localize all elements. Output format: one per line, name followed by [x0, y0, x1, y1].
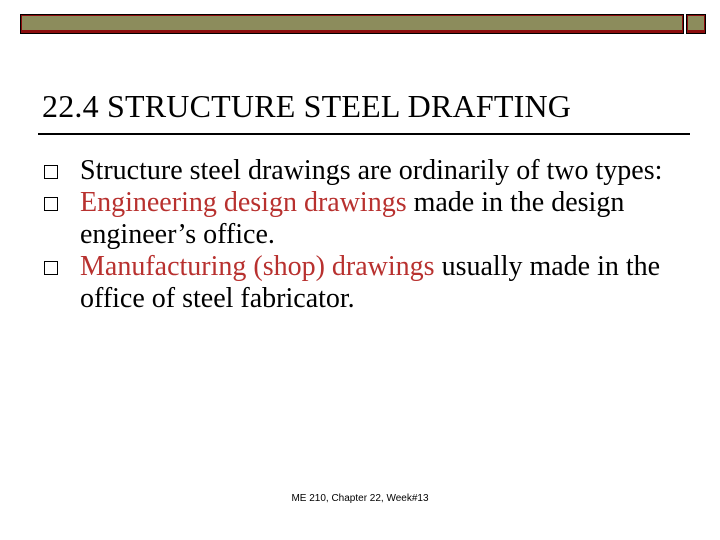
- bullet-accent-text: Engineering design drawings: [80, 187, 407, 218]
- bullet-text: made in the design engineer’s office.: [80, 187, 625, 250]
- bullet-text: usually made in the office of steel fabricator.: [80, 251, 661, 314]
- bullet-text: Structure steel drawings are ordinarily of two types:: [80, 155, 663, 186]
- bullet-item: [0, 251, 680, 315]
- square-bullet-icon: [44, 197, 58, 211]
- title-underline: [38, 133, 690, 135]
- header-decor-bar: [20, 14, 684, 34]
- slide-title: 22.4 STRUCTURE STEEL DRAFTING: [42, 88, 572, 124]
- bullet-list: [0, 155, 720, 315]
- bullet-accent-text: Manufacturing (shop) drawings: [80, 251, 435, 282]
- header-corner-stripe: [688, 16, 704, 30]
- header-decor-stripe: [22, 16, 682, 30]
- header-corner-square: [686, 14, 706, 34]
- bullet-item: [0, 155, 680, 187]
- bullet-item: [0, 187, 680, 251]
- square-bullet-icon: [44, 261, 58, 275]
- slide-footer: ME 210, Chapter 22, Week#13: [291, 493, 429, 504]
- square-bullet-icon: [44, 165, 58, 179]
